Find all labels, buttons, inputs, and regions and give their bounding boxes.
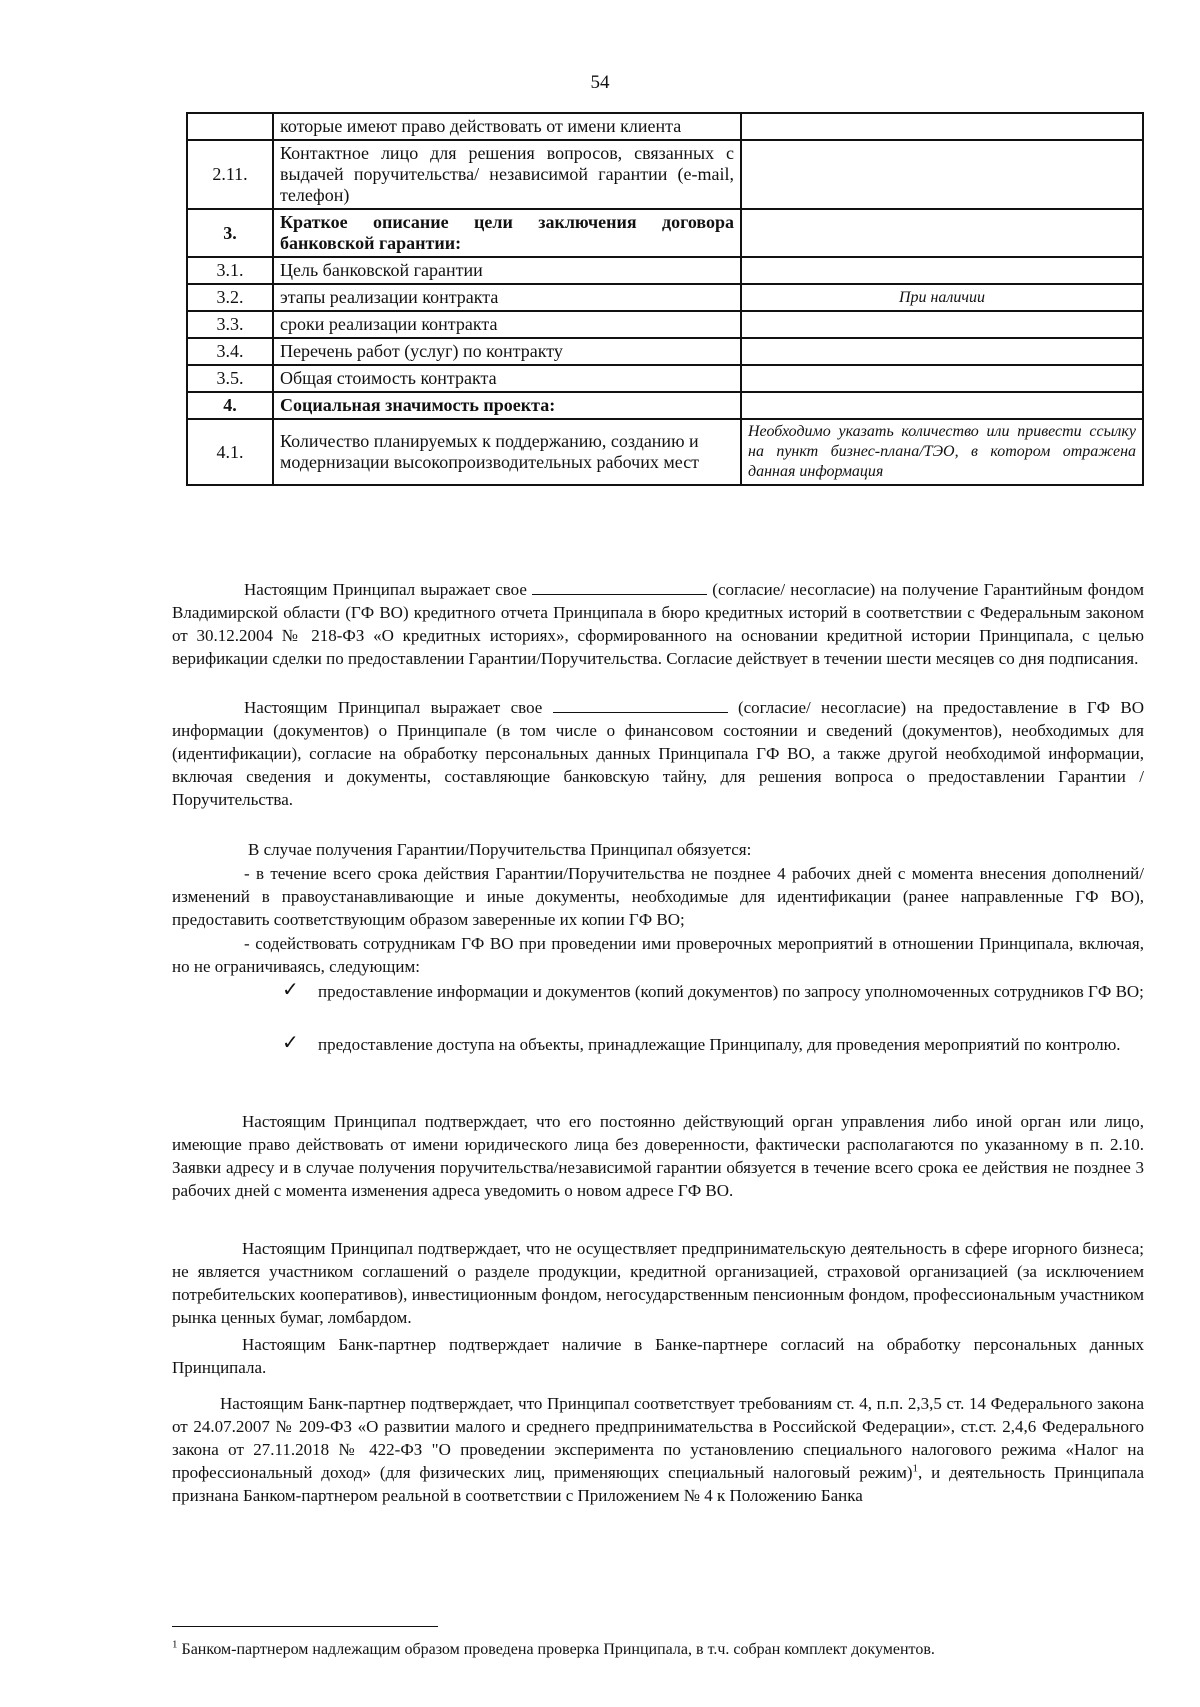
table-row xyxy=(187,365,1143,392)
checkmark-icon: ✓ xyxy=(282,1032,299,1054)
footnote-text: Банком-партнером надлежащим образом проведена проверка Принципала, в т.ч. собран комплект документов. xyxy=(181,1641,935,1658)
obligations-intro: В случае получения Гарантии/Поручительства Принципал обязуется: xyxy=(248,840,752,859)
footnote xyxy=(172,1640,935,1660)
row-number: 3.3. xyxy=(187,311,273,338)
checkmark-icon: ✓ xyxy=(282,979,299,1001)
check-list-item: предоставление информации и документов (копий документов) по запросу уполномоченных сотрудников ГФ ВО; xyxy=(318,982,1144,1001)
obligation-item: - в течение всего срока действия Гарантии/Поручительства не позднее 4 рабочих дней с момента внесения дополнений/изменений в правоустанавливающие и иные документы, необходимые для идентификации (ранее направленные ГФ ВО), предоставить соответствующим образом заверенные их копии ГФ ВО; xyxy=(172,864,1144,929)
row-text: которые имеют право действовать от имени клиента xyxy=(273,113,741,140)
table-row xyxy=(187,257,1143,284)
row-text: Контактное лицо для решения вопросов, связанных с выдачей поручительства/ независимой гарантии (e-mail, телефон) xyxy=(273,140,741,209)
table-row xyxy=(187,338,1143,365)
row-number: 2.11. xyxy=(187,140,273,209)
consent-blank-field[interactable] xyxy=(553,698,728,713)
section-number: 4. xyxy=(187,392,273,419)
consent-information-paragraph xyxy=(172,696,1144,811)
paragraph-text: Настоящим Принципал выражает свое xyxy=(244,580,527,599)
page-number: 54 xyxy=(590,72,610,93)
table-row xyxy=(187,392,1143,419)
obligation-item: - содействовать сотрудникам ГФ ВО при проведении ими проверочных мероприятий в отношении Принципала, включая, но не ограничиваясь, следующим: xyxy=(172,934,1144,976)
bank-confirmation-paragraph xyxy=(172,1392,1144,1507)
application-table xyxy=(186,112,1144,486)
footnote-reference[interactable]: 1 xyxy=(912,1462,919,1475)
paragraph-text: (согласие/ несогласие) на получение Гарантийным фондом Владимирской области (ГФ ВО) кредитного отчета Принципала в бюро кредитных историй в соответствии с Федеральным законом от 30.12.2004 № 218-ФЗ «О кредитных историях», сформированного на основании кредитной истории Принципала, с целью верификации сделки по предоставлении Гарантии/Поручительства. Согласие действует в течении шести месяцев со дня подписания. xyxy=(172,580,1145,668)
section-number: 3. xyxy=(187,209,273,257)
row-value-cell[interactable] xyxy=(741,140,1143,209)
paragraph-text: (согласие/ несогласие) на предоставление в ГФ ВО информации (документов) о Принципале (в том числе о финансовом состоянии и сведений (документов), необходимых для (идентификации), согласие на обработку персональных данных Принципала ГФ ВО, а также другой необходимой информации, включая сведения и документы, составляющие банковскую тайну, для решения вопроса о предоставлении Гарантии /Поручительства. xyxy=(172,698,1144,809)
table-row xyxy=(187,311,1143,338)
footnote-mark: 1 xyxy=(172,1638,178,1651)
row-value-cell[interactable] xyxy=(741,113,1143,140)
row-value-cell[interactable] xyxy=(741,311,1143,338)
row-number: 3.1. xyxy=(187,257,273,284)
activity-confirmation-paragraph: Настоящим Принципал подтверждает, что не осуществляет предпринимательскую деятельность в сфере игорного бизнеса; не является участником соглашений о разделе продукции, кредитной организацией, страховой организацией (за исключением потребительских кооперативов), инвестиционным фондом, негосударственным пенсионным фондом, профессиональным участником рынка ценных бумаг, ломбардом. xyxy=(172,1239,1144,1327)
row-value-cell[interactable] xyxy=(741,338,1143,365)
consent-credit-report-paragraph xyxy=(172,578,1144,670)
row-value-cell[interactable] xyxy=(741,257,1143,284)
table-row xyxy=(187,419,1143,485)
footnote-divider xyxy=(172,1626,438,1627)
row-number xyxy=(187,113,273,140)
row-text: Общая стоимость контракта xyxy=(273,365,741,392)
row-value-cell[interactable] xyxy=(741,209,1143,257)
table-row xyxy=(187,140,1143,209)
bank-consent-paragraph: Настоящим Банк-партнер подтверждает наличие в Банке-партнере согласий на обработку персональных данных Принципала. xyxy=(172,1335,1144,1377)
row-value-cell[interactable]: Необходимо указать количество или привести ссылку на пункт бизнес-плана/ТЭО, в котором отражена данная информация xyxy=(741,419,1143,485)
address-confirmation-paragraph: Настоящим Принципал подтверждает, что его постоянно действующий орган управления либо иной орган или лицо, имеющие право действовать от имени юридического лица без доверенности, фактически располагаются по указанному в п. 2.10. Заявки адресу и в случае получения поручительства/независимой гарантии обязуется в течение всего срока ее действия не позднее 3 рабочих дней с момента изменения адреса уведомить о новом адресе ГФ ВО. xyxy=(172,1112,1144,1200)
section-title: Краткое описание цели заключения договора банковской гарантии: xyxy=(273,209,741,257)
paragraph-text: , и деятельность Принципала признана Банком-партнером реальной в соответствии с Приложением № 4 к Положению Банка xyxy=(172,1463,1144,1505)
paragraph-text: Настоящим Банк-партнер подтверждает, что Принципал соответствует требованиям ст. 4, п.п. 2,3,5 ст. 14 Федерального закона от 24.07.2007 № 209-ФЗ «О развитии малого и среднего предпринимательства в Российской Федерации», ст.ст. 2,4,6 Федерального закона от 27.11.2018 № 422-ФЗ "О проведении эксперимента по установлению специального налогового режима «Налог на профессиональный доход» (для физических лиц, применяющих специальный налоговый режим) xyxy=(172,1394,1144,1482)
table-row xyxy=(187,209,1143,257)
row-number: 3.2. xyxy=(187,284,273,311)
check-list-item: предоставление доступа на объекты, принадлежащие Принципалу, для проведения мероприятий по контролю. xyxy=(318,1035,1121,1054)
row-value-cell[interactable] xyxy=(741,392,1143,419)
row-text: сроки реализации контракта xyxy=(273,311,741,338)
consent-blank-field[interactable] xyxy=(532,580,707,595)
table-row xyxy=(187,113,1143,140)
paragraph-text: Настоящим Принципал выражает свое xyxy=(244,698,543,717)
row-number: 4.1. xyxy=(187,419,273,485)
row-number: 3.4. xyxy=(187,338,273,365)
table-row xyxy=(187,284,1143,311)
row-text: этапы реализации контракта xyxy=(273,284,741,311)
row-value-cell[interactable]: При наличии xyxy=(741,284,1143,311)
row-number: 3.5. xyxy=(187,365,273,392)
section-title: Социальная значимость проекта: xyxy=(273,392,741,419)
row-value-cell[interactable] xyxy=(741,365,1143,392)
row-text: Цель банковской гарантии xyxy=(273,257,741,284)
row-text: Количество планируемых к поддержанию, созданию и модернизации высокопроизводительных рабочих мест xyxy=(273,419,741,485)
row-text: Перечень работ (услуг) по контракту xyxy=(273,338,741,365)
